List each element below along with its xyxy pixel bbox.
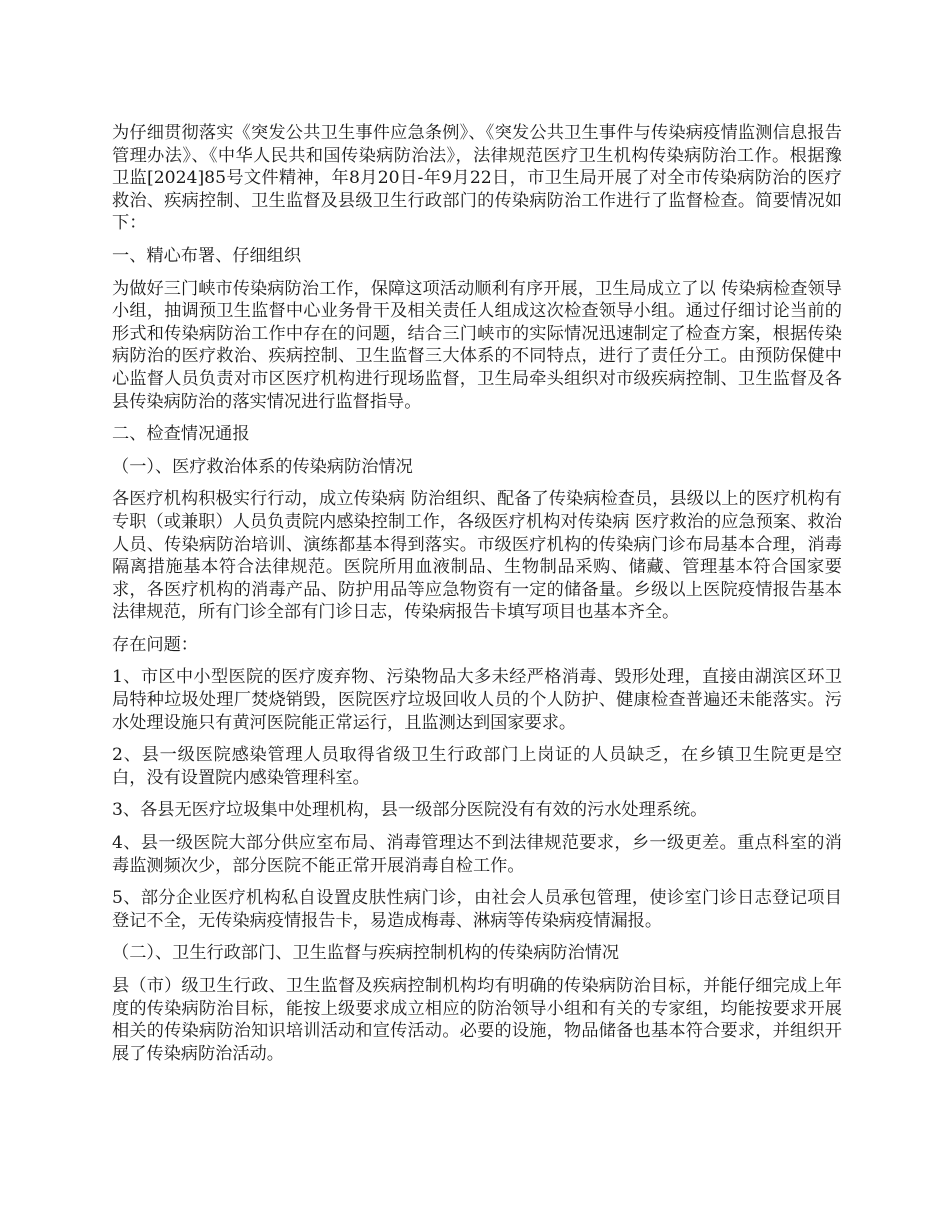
subsection-heading-2: （二）、卫生行政部门、卫生监督与疾病控制机构的传染病防治情况	[112, 943, 620, 964]
problem-item-2: 2、县一级医院感染管理人员取得省级卫生行政部门上岗证的人员缺乏，在乡镇卫生院更是空白，没有设置院内感染管理科室。	[112, 745, 842, 788]
problem-item-5: 5、部分企业医疗机构私自设置皮肤性病门诊，由社会人员承包管理，使诊室门诊日志登记项目登记不全，无传染病疫情报告卡，易造成梅毒、淋病等传染病疫情漏报。	[112, 888, 842, 931]
problems-heading: 存在问题：	[112, 634, 198, 655]
subsection-heading-1: （一）、医疗救治体系的传染病防治情况	[112, 456, 413, 477]
subsection-1-paragraph: 各医疗机构积极实行行动，成立传染病 防治组织、配备了传染病检查员，县级以上的医疗机构有专职（或兼职）人员负责院内感染控制工作，各级医疗机构对传染病 医疗救治的应急预案、救治人员、传染病防治培训、演练都基本得到落实。市级医疗机构的传染病门诊布局基本合理，消毒隔离措施基本符合法律规范。医院所用血液制品、生物制品采购、储藏、管理基本符合国家要求，各医疗机构的消毒产品、防护用品等应急物资有一定的储备量。乡级以上医院疫情报告基本法律规范，所有门诊全部有门诊日志，传染病报告卡填写项目也基本齐全。	[112, 489, 842, 623]
problem-item-3: 3、各县无医疗垃圾集中处理机构，县一级部分医院没有有效的污水处理系统。	[112, 800, 708, 821]
document-body	[112, 122, 842, 1075]
section-heading-1: 一、精心布署、仔细组织	[112, 245, 302, 266]
problem-item-4: 4、县一级医院大部分供应室布局、消毒管理达不到法律规范要求，乡一级更差。重点科室的消毒监测频次少，部分医院不能正常开展消毒自检工作。	[112, 833, 842, 876]
section-1-paragraph: 为做好三门峡市传染病防治工作，保障这项活动顺利有序开展，卫生局成立了以 传染病检查领导小组，抽调预卫生监督中心业务骨干及相关责任人组成这次检查领导小组。通过仔细讨论当前的形式和传染病防治工作中存在的问题，结合三门峡市的实际情况迅速制定了检查方案，根据传染病防治的医疗救治、疾病控制、卫生监督三大体系的不同特点，进行了责任分工。由预防保健中心监督人员负责对市区医疗机构进行现场监督，卫生局牵头组织对市级疾病控制、卫生监督及各县传染病防治的落实情况进行监督指导。	[112, 278, 842, 412]
intro-paragraph: 为仔细贯彻落实《突发公共卫生事件应急条例》、《突发公共卫生事件与传染病疫情监测信息报告管理办法》、《中华人民共和国传染病防治法》，法律规范医疗卫生机构传染病防治工作。根据豫卫监[2024]85号文件精神，年8月20日-年9月22日，市卫生局开展了对全市传染病防治的医疗救治、疾病控制、卫生监督及县级卫生行政部门的传染病防治工作进行了监督检查。简要情况如下：	[112, 123, 842, 234]
subsection-2-paragraph: 县（市）级卫生行政、卫生监督及疾病控制机构均有明确的传染病防治目标，并能仔细完成上年度的传染病防治目标，能按上级要求成立相应的防治领导小组和有关的专家组，均能按要求开展相关的传染病防治知识培训活动和宣传活动。必要的设施，物品储备也基本符合要求，并组织开展了传染病防治活动。	[112, 976, 842, 1064]
section-heading-2: 二、检查情况通报	[112, 424, 250, 445]
problem-item-1: 1、市区中小型医院的医疗废弃物、污染物品大多未经严格消毒、毁形处理，直接由湖滨区环卫局特种垃圾处理厂焚烧销毁，医院医疗垃圾回收人员的个人防护、健康检查普遍还未能落实。污水处理设施只有黄河医院能正常运行，且监测达到国家要求。	[112, 667, 842, 733]
